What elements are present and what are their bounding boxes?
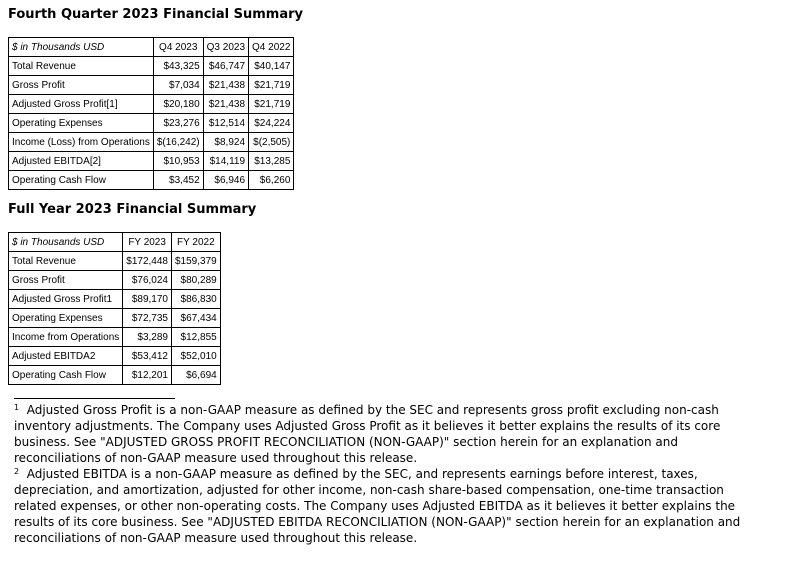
row-label: Adjusted EBITDA2 (9, 347, 123, 366)
table-row (9, 95, 294, 114)
fy-summary-table (8, 232, 221, 385)
table-cell: $12,514 (203, 114, 248, 133)
table-cell: $10,953 (153, 152, 203, 171)
table-row (9, 271, 221, 290)
table-row (9, 290, 221, 309)
column-header: Q3 2023 (203, 38, 248, 57)
table-row (9, 309, 221, 328)
footnote (14, 402, 744, 466)
table-row (9, 152, 294, 171)
footnotes (14, 402, 744, 546)
row-label: Operating Expenses (9, 114, 154, 133)
row-label: Income (Loss) from Operations (9, 133, 154, 152)
table-row (9, 347, 221, 366)
table-cell: $89,170 (123, 290, 172, 309)
table-cell: $3,289 (123, 328, 172, 347)
table-cell: $(2,505) (249, 133, 294, 152)
table-cell: $53,412 (123, 347, 172, 366)
table-row (9, 114, 294, 133)
column-header: FY 2022 (171, 233, 220, 252)
table-cell: $20,180 (153, 95, 203, 114)
table-header-row (9, 38, 294, 57)
q4-summary-table (8, 37, 294, 190)
table-cell: $159,379 (171, 252, 220, 271)
table-cell: $7,034 (153, 76, 203, 95)
table-row (9, 171, 294, 190)
table-cell: $86,830 (171, 290, 220, 309)
table-cell: $8,924 (203, 133, 248, 152)
table-cell: $6,260 (249, 171, 294, 190)
column-header: Q4 2023 (153, 38, 203, 57)
table-cell: $21,719 (249, 76, 294, 95)
row-label: Adjusted EBITDA[2] (9, 152, 154, 171)
table-cell: $21,438 (203, 95, 248, 114)
table-cell: $23,276 (153, 114, 203, 133)
q4-summary-title: Fourth Quarter 2023 Financial Summary (8, 7, 304, 22)
footnote-marker: 2 (14, 467, 20, 476)
column-header: $ in Thousands USD (9, 38, 154, 57)
table-row (9, 328, 221, 347)
row-label: Total Revenue (9, 252, 123, 271)
table-cell: $(16,242) (153, 133, 203, 152)
table-cell: $43,325 (153, 57, 203, 76)
table-cell: $21,438 (203, 76, 248, 95)
table-header-row (9, 233, 221, 252)
table-cell: $76,024 (123, 271, 172, 290)
row-label: Total Revenue (9, 57, 154, 76)
table-row (9, 133, 294, 152)
column-header: $ in Thousands USD (9, 233, 123, 252)
table-cell: $67,434 (171, 309, 220, 328)
table-cell: $52,010 (171, 347, 220, 366)
table-cell: $6,694 (171, 366, 220, 385)
table-cell: $12,201 (123, 366, 172, 385)
row-label: Income from Operations (9, 328, 123, 347)
row-label: Operating Cash Flow (9, 171, 154, 190)
footnote-marker: 1 (14, 403, 20, 412)
footnote-text: Adjusted EBITDA is a non-GAAP measure as defined by the SEC, and represents earnings before interest, taxes, depreciation, and amortization, adjusted for other income, non-cash share-based compensation, one-time transaction related expenses, or other non-operating costs. The Company uses Adjusted EBITDA as it believes it better explains the results of its core business. See "ADJUSTED EBITDA RECONCILIATION (NON-GAAP)" section herein for an explanation and reconciliations of non-GAAP measure used throughout this release. (14, 467, 741, 545)
row-label: Operating Expenses (9, 309, 123, 328)
footnote-divider (14, 398, 175, 399)
row-label: Gross Profit (9, 271, 123, 290)
table-cell: $14,119 (203, 152, 248, 171)
footnote-text: Adjusted Gross Profit is a non-GAAP measure as defined by the SEC and represents gross profit excluding non-cash inventory adjustments. The Company uses Adjusted Gross Profit as it believes it better explains the results of its core business. See "ADJUSTED GROSS PROFIT RECONCILIATION (NON-GAAP)" section herein for an explanation and reconciliations of non-GAAP measure used throughout this release. (14, 403, 721, 465)
table-cell: $80,289 (171, 271, 220, 290)
table-cell: $72,735 (123, 309, 172, 328)
table-row (9, 57, 294, 76)
column-header: FY 2023 (123, 233, 172, 252)
row-label: Adjusted Gross Profit[1] (9, 95, 154, 114)
table-cell: $172,448 (123, 252, 172, 271)
table-cell: $40,147 (249, 57, 294, 76)
column-header: Q4 2022 (249, 38, 294, 57)
table-row (9, 76, 294, 95)
row-label: Adjusted Gross Profit1 (9, 290, 123, 309)
row-label: Operating Cash Flow (9, 366, 123, 385)
table-cell: $46,747 (203, 57, 248, 76)
table-row (9, 252, 221, 271)
table-cell: $24,224 (249, 114, 294, 133)
table-row (9, 366, 221, 385)
footnote (14, 466, 744, 546)
table-cell: $3,452 (153, 171, 203, 190)
table-cell: $21,719 (249, 95, 294, 114)
table-cell: $12,855 (171, 328, 220, 347)
table-cell: $13,285 (249, 152, 294, 171)
row-label: Gross Profit (9, 76, 154, 95)
fy-summary-title: Full Year 2023 Financial Summary (8, 202, 257, 217)
table-cell: $6,946 (203, 171, 248, 190)
